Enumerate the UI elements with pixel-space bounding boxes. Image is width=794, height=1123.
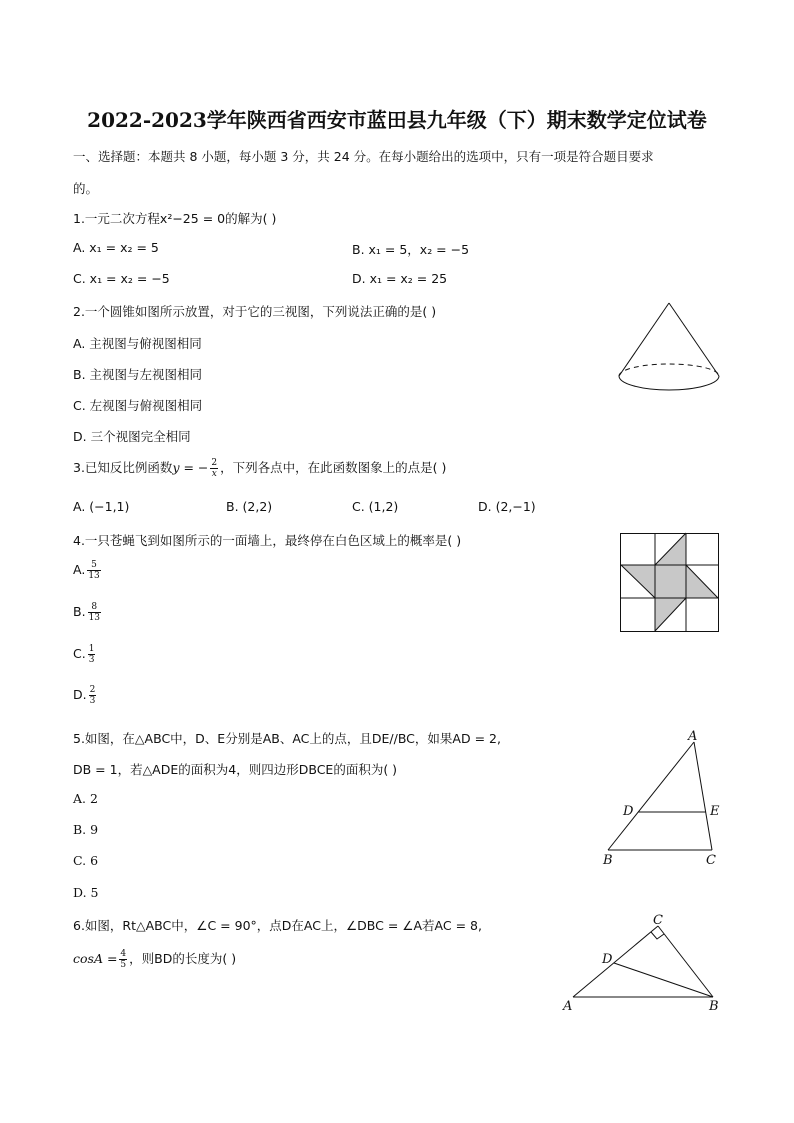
q2-option-d: D. 三个视图完全相同	[73, 429, 191, 444]
shaded-center-square	[655, 565, 686, 598]
q5-stem-line1: 5.如图，在△ABC中，D、E分别是AB、AC上的点，且DE//BC，如果AD = 2,	[73, 731, 501, 746]
q4-d-num: 2	[89, 685, 96, 695]
q4-a-num: 5	[87, 560, 100, 571]
q4-a-fraction	[87, 560, 100, 581]
q6-label-b: B	[709, 999, 719, 1014]
q5-label-a: A	[688, 729, 698, 744]
q1-stem: 1.一元二次方程x²−25 = 0的解为( )	[73, 211, 277, 226]
q3-option-c: C. (1,2)	[352, 499, 399, 514]
q5-option-b: B. 9	[73, 822, 99, 837]
q6-stem-end: ，则BD的长度为( )	[129, 951, 237, 966]
q4-d-label: D.	[73, 687, 87, 702]
q4-option-c	[73, 644, 97, 665]
section-heading-line2: 的。	[73, 181, 99, 196]
q4-b-num: 8	[88, 602, 101, 613]
q4-option-b	[73, 602, 103, 623]
q5-option-c: C. 6	[73, 853, 99, 868]
q3-stem-end: ，下列各点中，在此函数图象上的点是( )	[220, 460, 447, 475]
q1-option-c: C. x₁ = x₂ = −5	[73, 271, 170, 286]
q4-d-fraction	[89, 685, 97, 706]
q2-option-b: B. 主视图与左视图相同	[73, 367, 203, 382]
q6-stem-line1: 6.如图，Rt△ABC中，∠C = 90°，点D在AC上，∠DBC = ∠A若AC = 8,	[73, 918, 482, 933]
wall-grid-figure	[618, 531, 722, 637]
q4-option-d	[73, 685, 98, 706]
q3-frac-den: x	[211, 469, 217, 479]
q5-label-d: D	[623, 804, 634, 819]
triangle-abc-lines	[608, 742, 712, 850]
q4-option-a	[73, 560, 103, 581]
q4-b-fraction	[88, 602, 101, 623]
q4-b-label: B.	[73, 604, 86, 619]
q6-frac-num: 4	[120, 949, 127, 959]
q4-a-den: 13	[88, 571, 100, 581]
right-triangle-lines	[573, 926, 713, 997]
page-title: 2022-2023学年陕西省西安市蓝田县九年级（下）期末数学定位试卷	[87, 108, 707, 132]
q5-label-e: E	[710, 804, 720, 819]
cone-left-edge	[619, 303, 669, 376]
q5-label-b: B	[603, 853, 613, 868]
right-triangle-figure	[558, 910, 728, 1015]
q3-stem-start: 3.已知反比例函数	[73, 460, 173, 475]
q6-label-a: A	[563, 999, 573, 1014]
q4-d-den: 3	[89, 696, 96, 706]
q4-a-label: A.	[73, 562, 86, 577]
triangle-abc-figure	[598, 726, 728, 868]
cone-base-back	[619, 364, 719, 376]
q5-option-a: A. 2	[73, 791, 98, 806]
q3-fraction	[210, 458, 218, 479]
q5-option-d: D. 5	[73, 885, 99, 900]
q2-option-a: A. 主视图与俯视图相同	[73, 336, 202, 351]
q6-fraction	[119, 949, 127, 970]
q3-option-b: B. (2,2)	[226, 499, 273, 514]
q4-c-label: C.	[73, 646, 86, 661]
q1-option-b: B. x₁ = 5，x₂ = −5	[352, 242, 470, 257]
q5-stem-line2: DB = 1，若△ADE的面积为4，则四边形DBCE的面积为( )	[73, 762, 398, 777]
q3-stem	[73, 458, 446, 479]
section-heading-line1: 一、选择题：本题共 8 小题，每小题 3 分，共 24 分。在每小题给出的选项中，只有一项是符合题目要求	[73, 149, 654, 164]
q4-c-num: 1	[88, 644, 95, 654]
cone-base-front	[619, 376, 719, 390]
q4-c-den: 3	[88, 655, 95, 665]
q1-option-a: A. x₁ = x₂ = 5	[73, 240, 159, 255]
q2-stem: 2.一个圆锥如图所示放置，对于它的三视图，下列说法正确的是( )	[73, 304, 437, 319]
q5-label-c: C	[706, 853, 716, 868]
q3-function: y = −	[172, 460, 209, 475]
q4-b-den: 13	[88, 613, 101, 623]
q6-label-c: C	[653, 913, 663, 928]
q2-option-c: C. 左视图与俯视图相同	[73, 398, 203, 413]
q6-frac-den: 5	[120, 960, 127, 970]
q3-frac-num: 2	[211, 458, 218, 468]
q1-option-d: D. x₁ = x₂ = 25	[352, 271, 448, 286]
q4-c-fraction	[88, 644, 96, 665]
cone-right-edge	[669, 303, 719, 376]
cone-figure	[612, 300, 726, 404]
q4-stem: 4.一只苍蝇飞到如图所示的一面墙上，最终停在白色区域上的概率是( )	[73, 533, 462, 548]
q6-label-d: D	[602, 952, 613, 967]
q3-option-d: D. (2,−1)	[478, 499, 536, 514]
q6-stem-line2	[73, 949, 236, 970]
q6-cos-label: cosA =	[73, 951, 118, 966]
q3-option-a: A. (−1,1)	[73, 499, 130, 514]
